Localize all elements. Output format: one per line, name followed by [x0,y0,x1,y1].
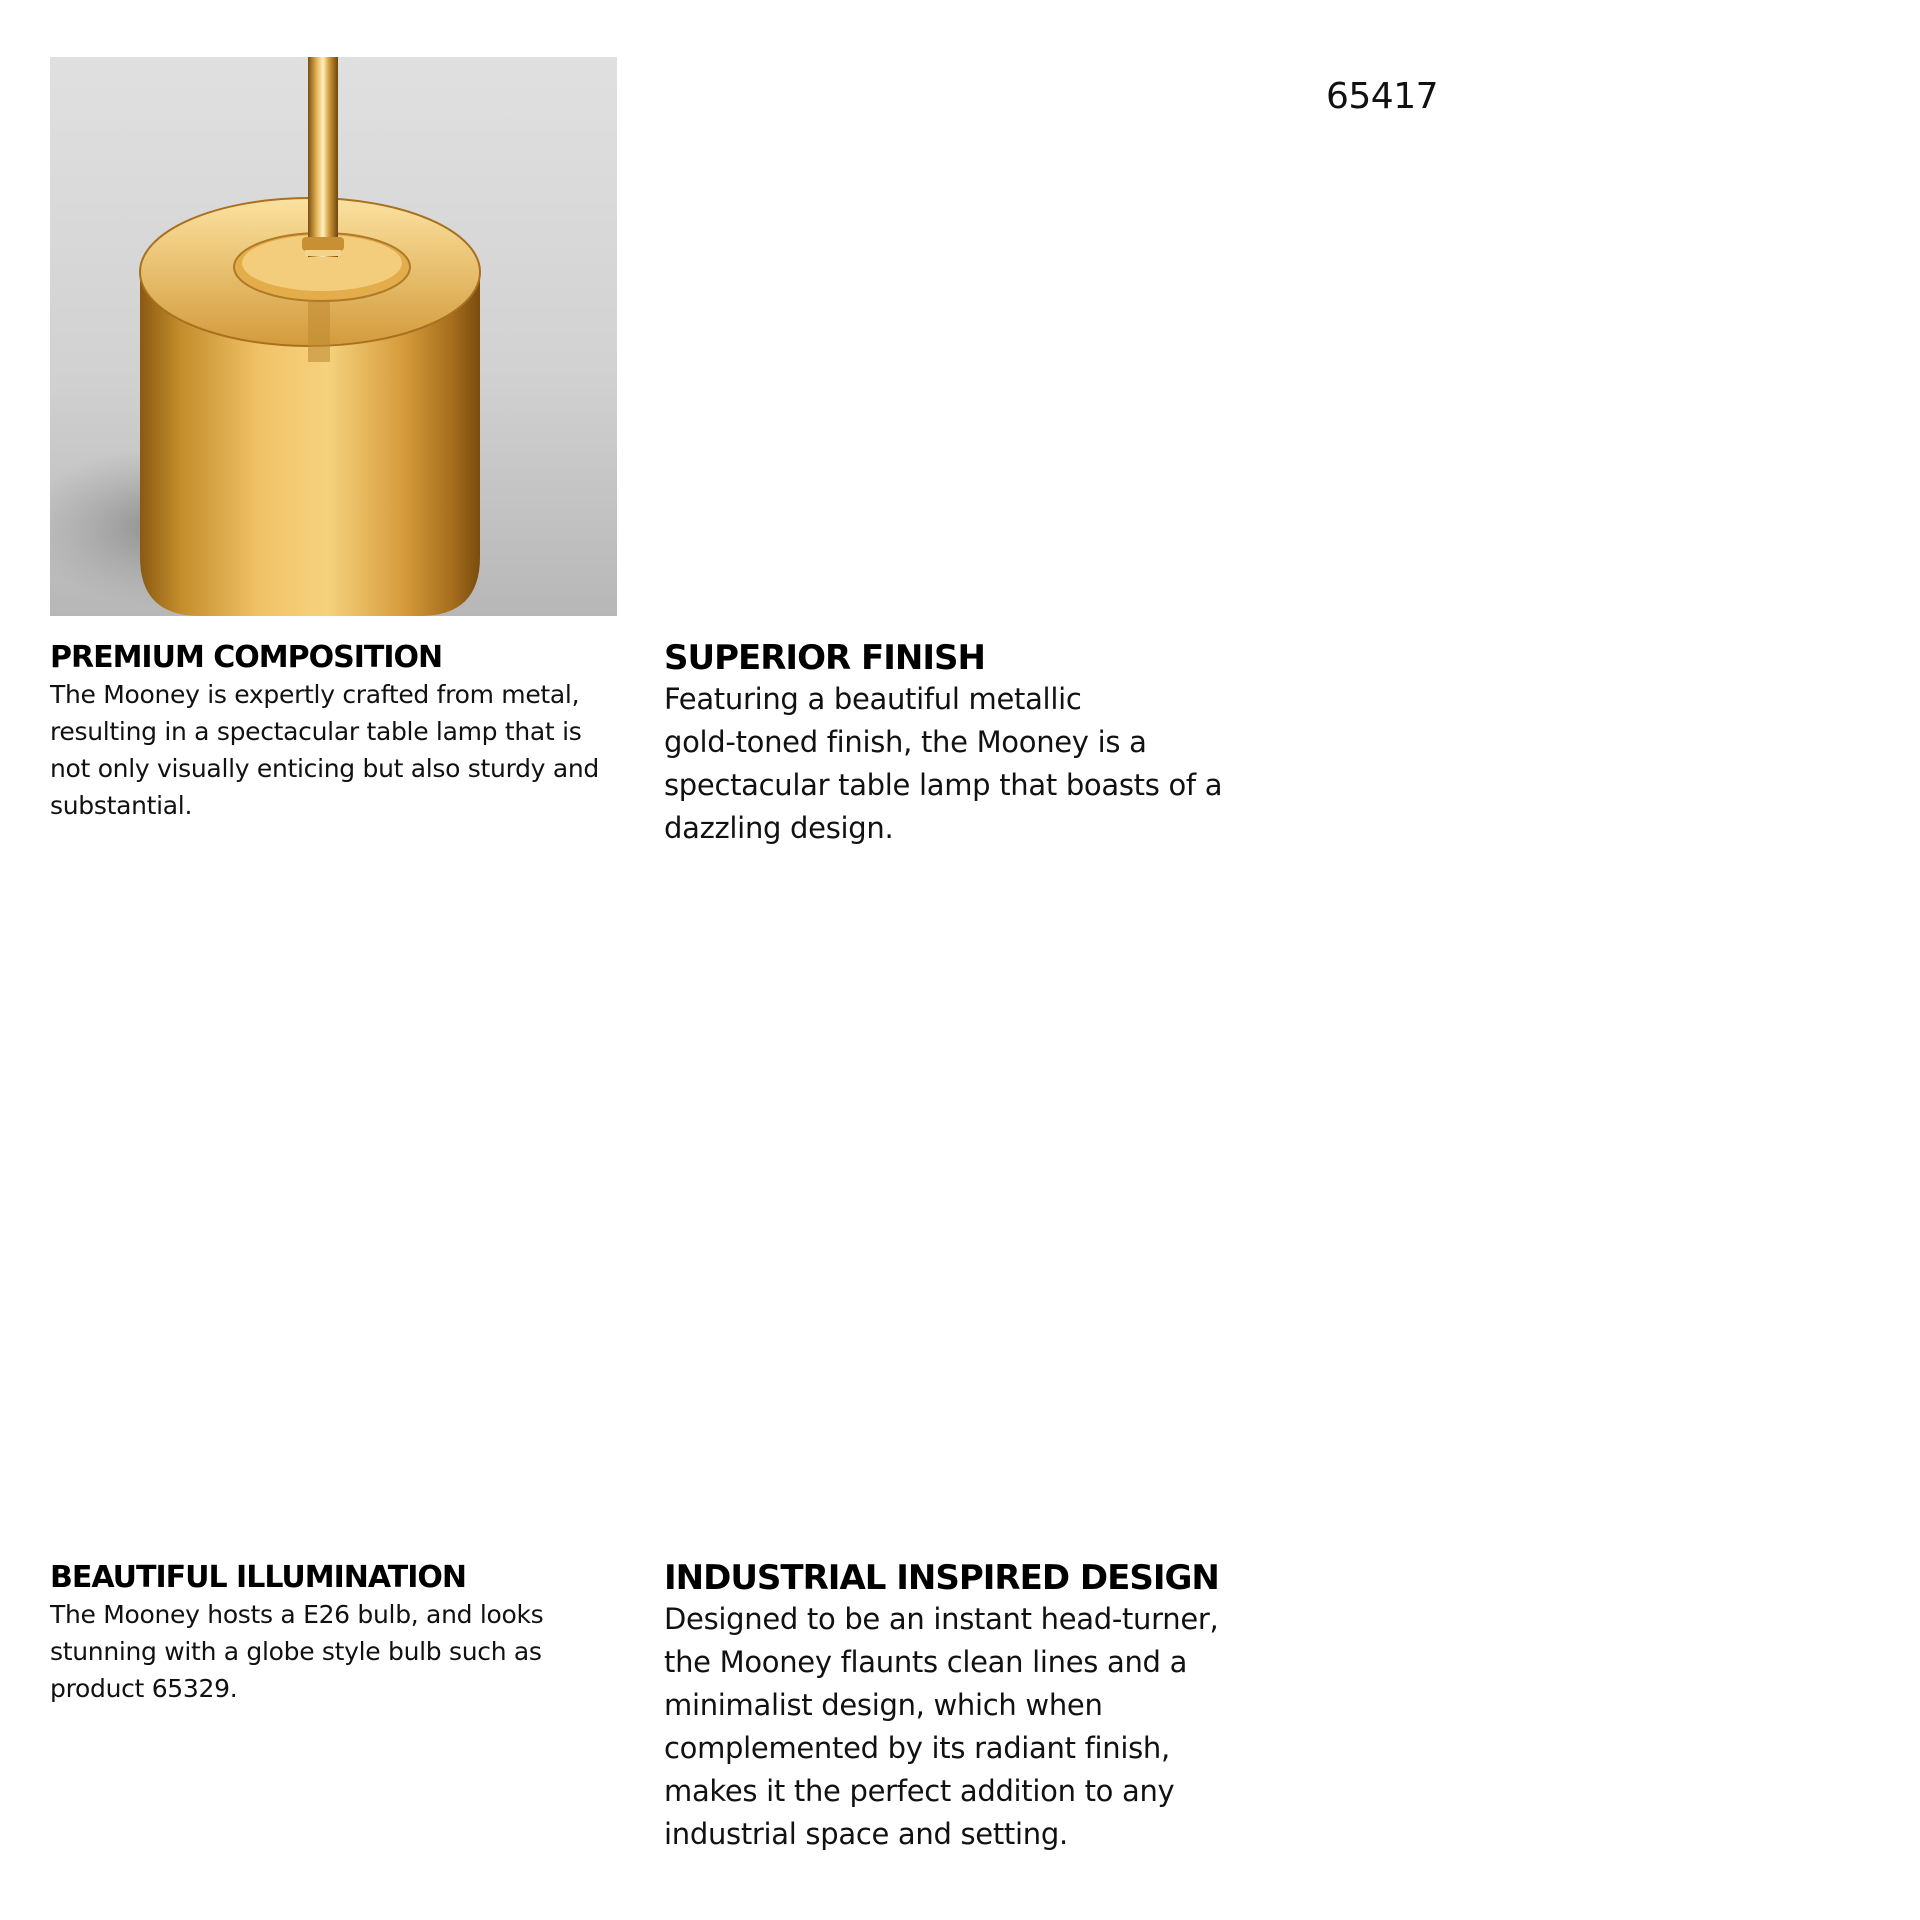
lamp-base-photo [50,57,617,616]
feature-title: INDUSTRIAL INSPIRED DESIGN [664,1558,1219,1598]
feature-industrial-inspired-design [664,1558,1254,1856]
feature-superior-finish [664,638,1244,850]
feature-description: The Mooney is expertly crafted from metal, resulting in a spectacular table lamp that is not only visually enticing but also sturdy and substantial. [50,680,599,820]
feature-title: SUPERIOR FINISH [664,638,985,678]
feature-title: BEAUTIFUL ILLUMINATION [50,1560,466,1595]
feature-description: The Mooney hosts a E26 bulb, and looks stunning with a globe style bulb such as product 65329. [50,1600,544,1703]
feature-description: Designed to be an instant head-turner, the Mooney flaunts clean lines and a minimalist design, which when complemented by its radiant finish, makes it the perfect addition to any industrial space and setting. [664,1602,1219,1851]
feature-description: Featuring a beautiful metallic gold-toned finish, the Mooney is a spectacular table lamp that boasts of a dazzling design. [664,682,1223,845]
feature-title: PREMIUM COMPOSITION [50,640,443,675]
gold-lamp-base-photo-icon [50,57,617,616]
feature-beautiful-illumination [50,1560,630,1707]
product-code: 65417 [1326,76,1439,117]
feature-premium-composition [50,640,630,824]
